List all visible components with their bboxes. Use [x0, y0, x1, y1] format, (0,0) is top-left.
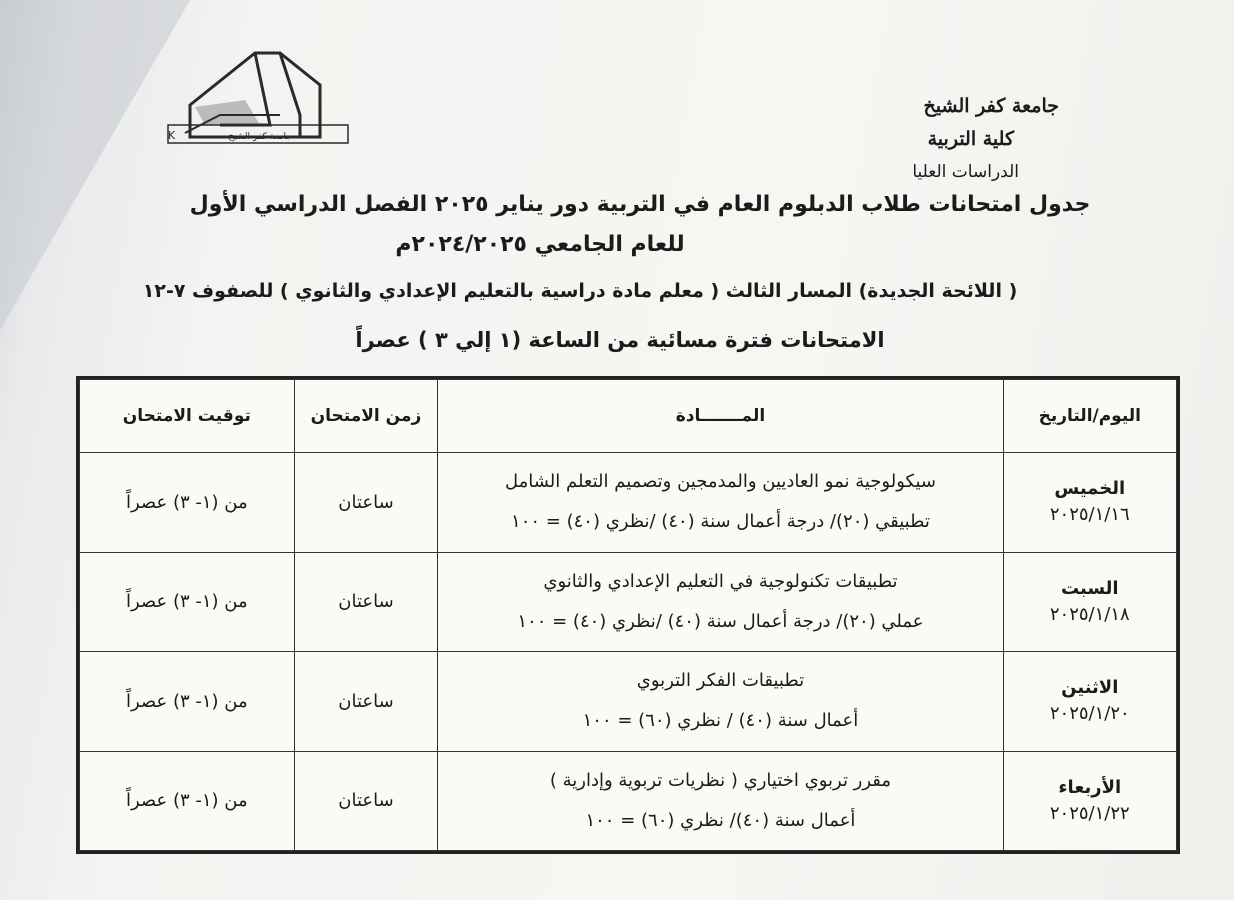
time-cell: من (١- ٣) عصراً	[80, 552, 295, 652]
department-name: الدراسات العليا	[912, 162, 1019, 182]
time-cell: من (١- ٣) عصراً	[80, 751, 295, 851]
duration-cell: ساعتان	[294, 552, 438, 652]
day-cell	[1003, 453, 1176, 553]
table-row	[80, 751, 1177, 851]
grade-distribution: أعمال سنة (٤٠)/ نظري (٦٠) = ١٠٠	[585, 809, 856, 831]
subject-cell	[438, 552, 1003, 652]
subject-name: سيكولوجية نمو العاديين والمدمجين وتصميم التعلم الشامل	[504, 471, 936, 493]
header-duration: زمن الامتحان	[294, 380, 438, 453]
university-logo	[160, 45, 355, 150]
subject-name: تطبيقات تكنولوجية في التعليم الإعدادي والثانوي	[543, 570, 898, 592]
table-row	[80, 453, 1177, 553]
day-cell	[1003, 552, 1176, 652]
exam-date: ٢٠٢٥/١/٢٢	[1049, 802, 1130, 824]
header-day: اليوم/التاريخ	[1003, 380, 1176, 453]
table-row	[80, 652, 1177, 752]
exam-date: ٢٠٢٥/١/٢٠	[1049, 703, 1130, 725]
time-cell: من (١- ٣) عصراً	[80, 652, 295, 752]
exam-period-note: الامتحانات فترة مسائية من الساعة (١ إلي ٣ ) عصراً	[355, 328, 885, 352]
subject-name: تطبيقات الفكر التربوي	[636, 670, 805, 692]
grade-distribution: تطبيقي (٢٠)/ درجة أعمال سنة (٤٠) /نظري (٤٠) = ١٠٠	[511, 511, 930, 533]
duration-cell: ساعتان	[294, 652, 438, 752]
subject-name: مقرر تربوي اختياري ( نظريات تربوية وإدارية )	[549, 769, 892, 791]
subject-cell	[438, 652, 1003, 752]
day-name: الخميس	[1054, 478, 1126, 500]
subject-cell	[438, 751, 1003, 851]
grade-distribution: أعمال سنة (٤٠) / نظري (٦٠) = ١٠٠	[582, 710, 859, 732]
track-description: ( اللائحة الجديدة) المسار الثالث ( معلم مادة دراسية بالتعليم الإعدادي والثانوي ) للصفوف ٧-١٢	[142, 280, 1018, 302]
table-header-row	[80, 380, 1177, 453]
university-name: جامعة كفر الشيخ	[923, 95, 1059, 117]
day-name: السبت	[1060, 577, 1119, 599]
faculty-name: كلية التربية	[927, 128, 1014, 150]
header-time: توقيت الامتحان	[80, 380, 295, 453]
exam-date: ٢٠٢٥/١/١٨	[1049, 603, 1130, 625]
schedule-title: جدول امتحانات طلاب الدبلوم العام في التربية دور يناير ٢٠٢٥ الفصل الدراسي الأول	[189, 192, 1091, 217]
svg-text:K: K	[168, 129, 176, 142]
grade-distribution: عملي (٢٠)/ درجة أعمال سنة (٤٠) /نظري (٤٠) = ١٠٠	[517, 610, 924, 632]
table-row	[80, 552, 1177, 652]
time-cell: من (١- ٣) عصراً	[80, 453, 295, 553]
day-cell	[1003, 751, 1176, 851]
header-subject: المـــــــادة	[438, 380, 1003, 453]
exam-schedule-table	[76, 376, 1180, 854]
letterhead	[739, 90, 1059, 189]
exam-date: ٢٠٢٥/١/١٦	[1049, 504, 1130, 526]
academic-year: للعام الجامعي ٢٠٢٤/٢٠٢٥م	[395, 232, 685, 257]
subject-cell	[438, 453, 1003, 553]
duration-cell: ساعتان	[294, 453, 438, 553]
day-cell	[1003, 652, 1176, 752]
day-name: الأربعاء	[1058, 776, 1122, 798]
logo-text: جامعة كفر الشيخ	[228, 132, 292, 142]
day-name: الاثنين	[1061, 677, 1119, 699]
duration-cell: ساعتان	[294, 751, 438, 851]
